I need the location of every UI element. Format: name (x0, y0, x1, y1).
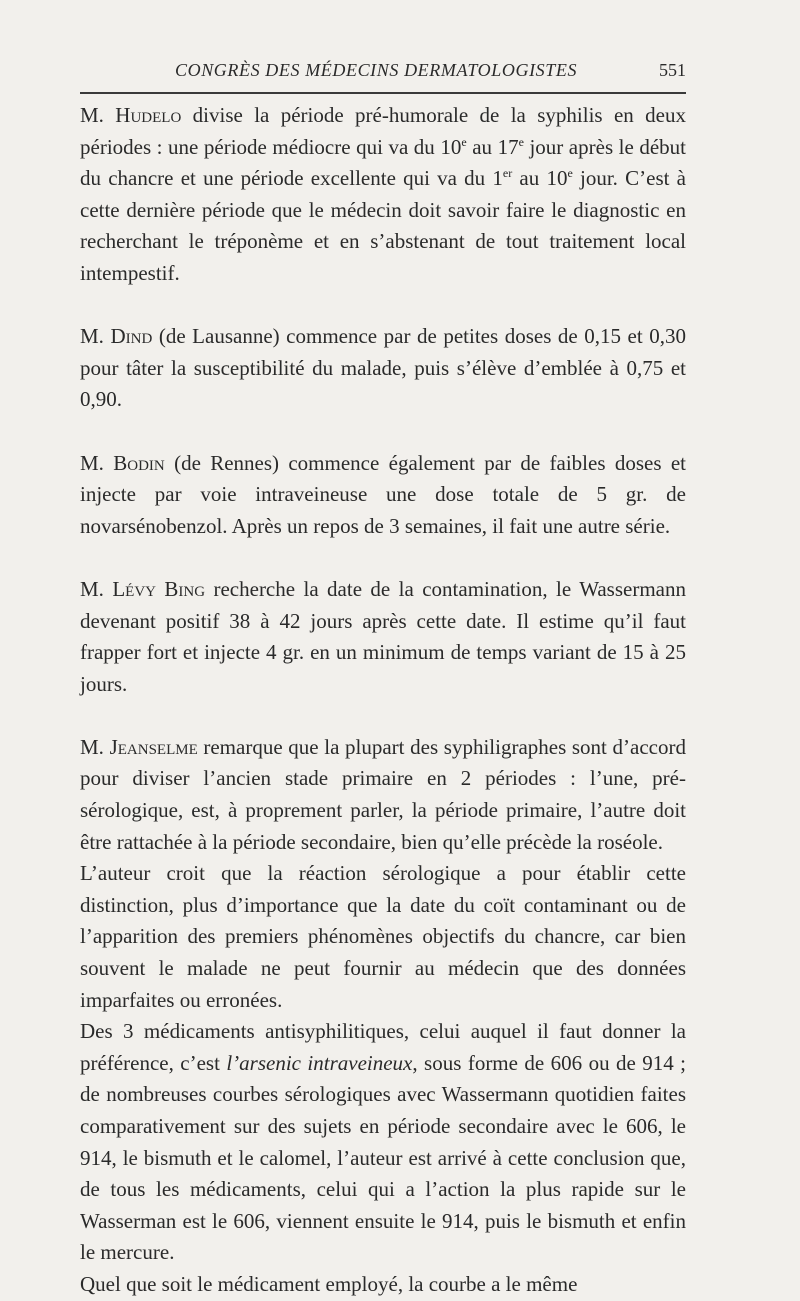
author-name: Hudelo (115, 103, 182, 127)
paragraph-medicaments: Des 3 médicaments antisyphilitiques, celui auquel il faut donner la préférence, c’est l’arsenic intraveineux, sous forme de 606 ou de 914 ; de nombreuses courbes sérologiques avec Wassermann quotidien faites comparativement sur des sujets en période secondaire avec le 606, le 914, le bismuth et le calomel, l’auteur est arrivé à cette conclusion que, de tous les médicaments, celui qui a l’action la plus rapide sur le Wasserman est le 606, viennent ensuite le 914, puis le bismuth et enfin le mercure. (80, 1019, 686, 1265)
emphasis-text: l’arsenic intraveineux (226, 1050, 413, 1075)
running-title: CONGRÈS DES MÉDECINS DERMATOLOGISTES (175, 60, 578, 80)
paragraph-quel: Quel que soit le médicament employé, la courbe a le même (80, 1271, 578, 1296)
author-name: Jeanselme (109, 734, 198, 759)
paragraph-jeanselme: M. Jeanselme remarque que la plupart des syphiligraphes sont d’accord pour diviser l’ancien stade primaire en 2 périodes : l’une, pré-sérologique, est, à proprement parler, la période primaire, l’autre doit être rattachée à la période secondaire, bien qu’elle précède la roséole. (80, 734, 686, 854)
paragraph-levy-bing: M. Lévy Bing recherche la date de la contamination, le Wassermann devenant positif 38 à 42 jours après cette date. Il estime qu’il faut frapper fort et injecte 4 gr. en un minimum de temps variant de 15 à 25 jours. (80, 576, 686, 696)
paragraph-hudelo: M. Hudelo divise la période pré-humorale de la syphilis en deux périodes : une période médiocre qui va du 10e au 17e jour après le début du chancre et une période excellente qui va du 1er au 10e jour. C’est à cette dernière période que le médecin doit savoir faire le diagnostic en recherchant le tréponème et en s’abstenant de tout traitement local intempestif. (80, 103, 686, 285)
header-rule (80, 92, 686, 94)
page-number: 551 (659, 60, 686, 80)
author-name: Lévy Bing (112, 576, 206, 601)
paragraph-dind: M. Dind (de Lausanne) commence par de petites doses de 0,15 et 0,30 pour tâter la susceptibilité du malade, puis s’élève d’emblée à 0,75 et 0,90. (80, 324, 686, 412)
paragraph-bodin: M. Bodin (de Rennes) commence également par de faibles doses et injecte par voie intraveineuse une dose totale de 5 gr. de novarsénobenzol. Après un repos de 3 semaines, il fait une autre série. (80, 450, 686, 538)
paragraph-auteur: L’auteur croit que la réaction sérologique a pour établir cette distinction, plus d’importance que la date du coït contaminant ou de l’apparition des premiers phénomènes objectifs du chancre, car bien souvent le malade ne peut fournir au médecin que des données imparfaites ou erronées. (80, 861, 686, 1012)
author-name: Dind (110, 324, 153, 349)
body-text (80, 100, 686, 1301)
author-name: Bodin (113, 450, 165, 475)
